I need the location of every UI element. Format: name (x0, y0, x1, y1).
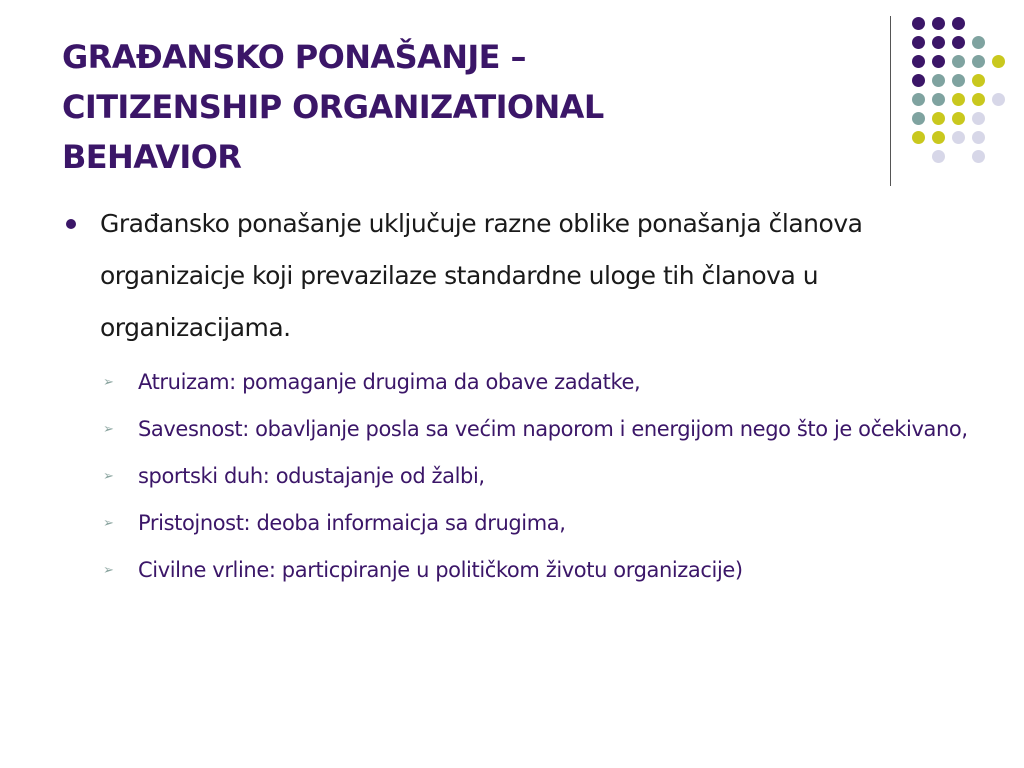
sub-bullet-text: Civilne vrline: particpiranje u političkom životu organizacije) (138, 558, 743, 582)
sub-bullet-item (100, 362, 972, 402)
decorative-dot (992, 55, 1005, 68)
title-line-3: BEHAVIOR (62, 138, 242, 176)
decorative-dot (972, 93, 985, 106)
decorative-dot (952, 55, 965, 68)
sub-bullet-item (100, 456, 972, 496)
arrow-bullet-icon: ➢ (103, 469, 114, 484)
decorative-dot (972, 112, 985, 125)
decorative-dot (912, 17, 925, 30)
decorative-dot (972, 36, 985, 49)
main-bullet (62, 198, 972, 354)
decorative-dot (932, 150, 945, 163)
decorative-dot (952, 74, 965, 87)
sub-bullet-text: sportski duh: odustajanje od žalbi, (138, 464, 485, 488)
decorative-dot (932, 131, 945, 144)
decorative-dot (932, 36, 945, 49)
title-divider-line (890, 16, 891, 186)
decorative-dot (972, 131, 985, 144)
decorative-dot (932, 17, 945, 30)
title-line-2: CITIZENSHIP ORGANIZATIONAL (62, 88, 604, 126)
title-line-1: GRAĐANSKO PONAŠANJE – (62, 38, 526, 76)
decorative-dot (912, 112, 925, 125)
decorative-dot (972, 150, 985, 163)
sub-bullet-item (100, 503, 972, 543)
slide-title (62, 32, 842, 182)
decorative-dot (912, 93, 925, 106)
decorative-dot (952, 112, 965, 125)
sub-bullet-text: Atruizam: pomaganje drugima da obave zadatke, (138, 370, 641, 394)
decorative-dot (952, 93, 965, 106)
decorative-dot (912, 131, 925, 144)
sub-bullet-text: Pristojnost: deoba informaicja sa drugima, (138, 511, 566, 535)
decorative-dot (912, 55, 925, 68)
arrow-bullet-icon: ➢ (103, 422, 114, 437)
decorative-dot (992, 93, 1005, 106)
sub-bullet-item (100, 550, 972, 590)
decorative-dot (912, 36, 925, 49)
decorative-dot (932, 112, 945, 125)
decorative-dot (972, 55, 985, 68)
sub-bullet-item (100, 409, 972, 449)
decorative-dot (972, 74, 985, 87)
slide-body (62, 198, 972, 597)
decorative-dot (952, 36, 965, 49)
bullet-dot-icon (66, 219, 76, 229)
decorative-dot (952, 17, 965, 30)
decorative-dot (952, 131, 965, 144)
decorative-dot (932, 74, 945, 87)
sub-bullet-text: Savesnost: obavljanje posla sa većim naporom i energijom nego što je očekivano, (138, 417, 968, 441)
arrow-bullet-icon: ➢ (103, 375, 114, 390)
arrow-bullet-icon: ➢ (103, 516, 114, 531)
decorative-dot (912, 74, 925, 87)
decorative-dot (932, 55, 945, 68)
decorative-dot (932, 93, 945, 106)
main-bullet-text: Građansko ponašanje uključuje razne oblike ponašanja članova organizaicje koji prevazilaze standardne uloge tih članova u organizacijama. (100, 209, 863, 342)
arrow-bullet-icon: ➢ (103, 563, 114, 578)
sub-bullet-list (62, 362, 972, 590)
